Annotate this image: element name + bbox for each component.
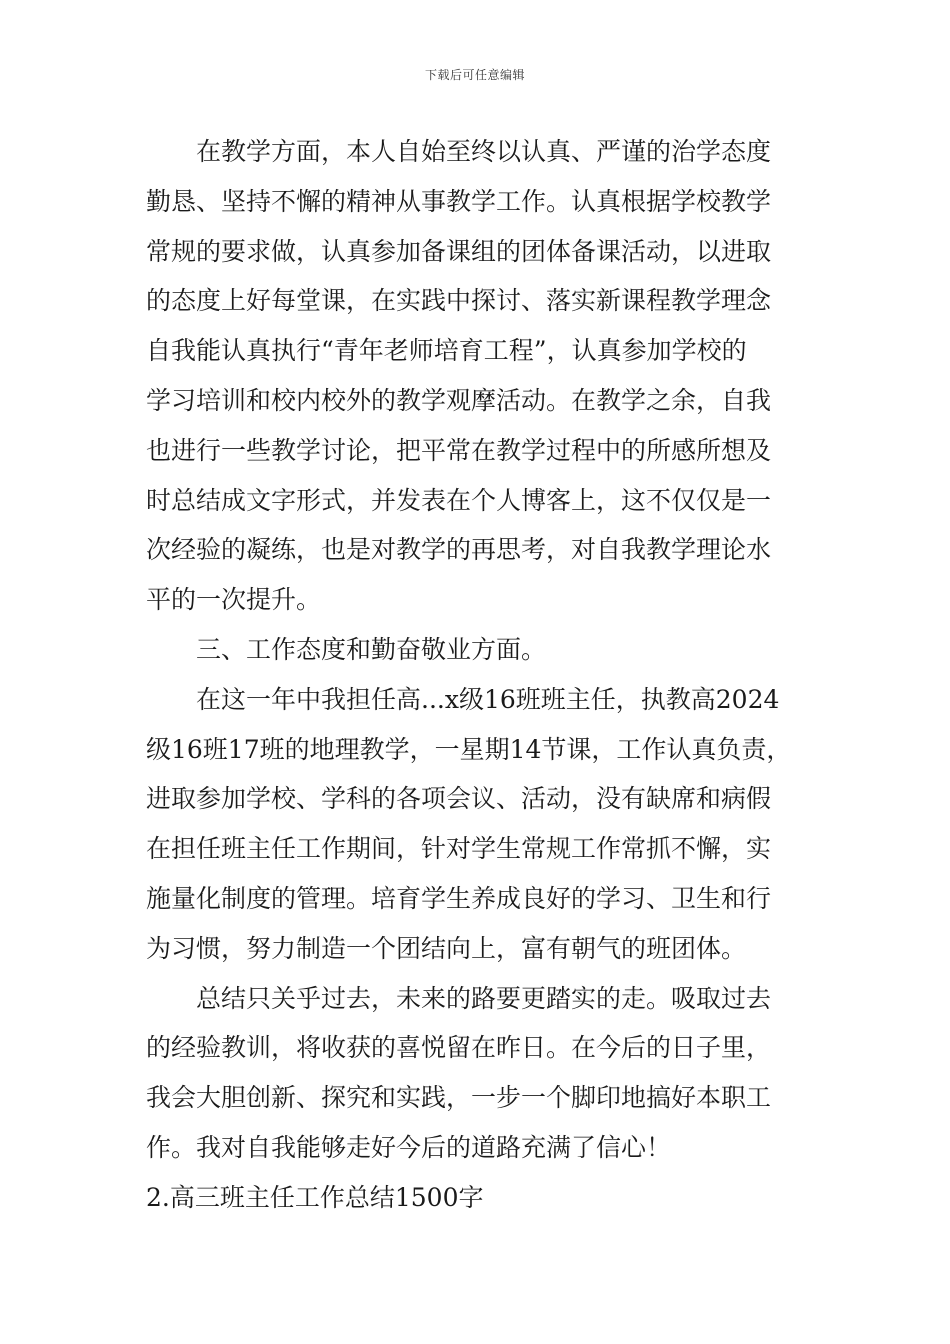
document-body	[146, 127, 811, 1223]
next-section-title: 2.高三班主任工作总结1500字	[146, 1182, 484, 1212]
paragraph-line: 次经验的凝练，也是对教学的再思考，对自我教学理论水	[146, 535, 772, 565]
paragraph-line: 的态度上好每堂课，在实践中探讨、落实新课程教学理念	[146, 286, 772, 316]
paragraph-line: 施量化制度的管理。培育学生养成良好的学习、卫生和行	[146, 883, 772, 913]
paragraph-line: 作。我对自我能够走好今后的道路充满了信心！	[146, 1132, 672, 1162]
paragraph-line: 勤恳、坚持不懈的精神从事教学工作。认真根据学校教学	[146, 186, 772, 216]
paragraph-line: 时总结成文字形式，并发表在个人博客上，这不仅仅是一	[146, 485, 772, 515]
paragraph-line: 为习惯，努力制造一个团结向上，富有朝气的班团体。	[146, 933, 747, 963]
section-heading: 三、工作态度和勤奋敬业方面。	[196, 634, 547, 664]
paragraph-line: 在教学方面，本人自始至终以认真、严谨的治学态度	[196, 137, 772, 166]
paragraph-line: 也进行一些教学讨论，把平常在教学过程中的所感所想及	[146, 435, 772, 465]
paragraph-line: 常规的要求做，认真参加备课组的团体备课活动，以进取	[146, 236, 772, 266]
paragraph-line: 平的一次提升。	[146, 585, 322, 615]
page-header-note: 下载后可任意编辑	[424, 68, 525, 82]
paragraph-line: 总结只关乎过去，未来的路要更踏实的走。吸取过去	[196, 983, 772, 1013]
paragraph-line: 的经验教训，将收获的喜悦留在昨日。在今后的日子里，	[146, 1033, 772, 1063]
paragraph-line: 学习培训和校内校外的教学观摩活动。在教学之余，自我	[146, 385, 772, 415]
paragraph-line: 自我能认真执行“青年老师培育工程”，认真参加学校的	[146, 336, 747, 366]
paragraph-line: 在担任班主任工作期间，针对学生常规工作常抓不懈，实	[146, 834, 772, 864]
paragraph-line: 进取参加学校、学科的各项会议、活动，没有缺席和病假	[146, 784, 772, 814]
paragraph-line: 我会大胆创新、探究和实践，一步一个脚印地搞好本职工	[146, 1083, 772, 1113]
paragraph-line: 级16班17班的地理教学，一星期14节课，工作认真负责，	[146, 734, 792, 764]
paragraph-line: 在这一年中我担任高...x级16班班主任，执教高2024	[196, 684, 780, 714]
